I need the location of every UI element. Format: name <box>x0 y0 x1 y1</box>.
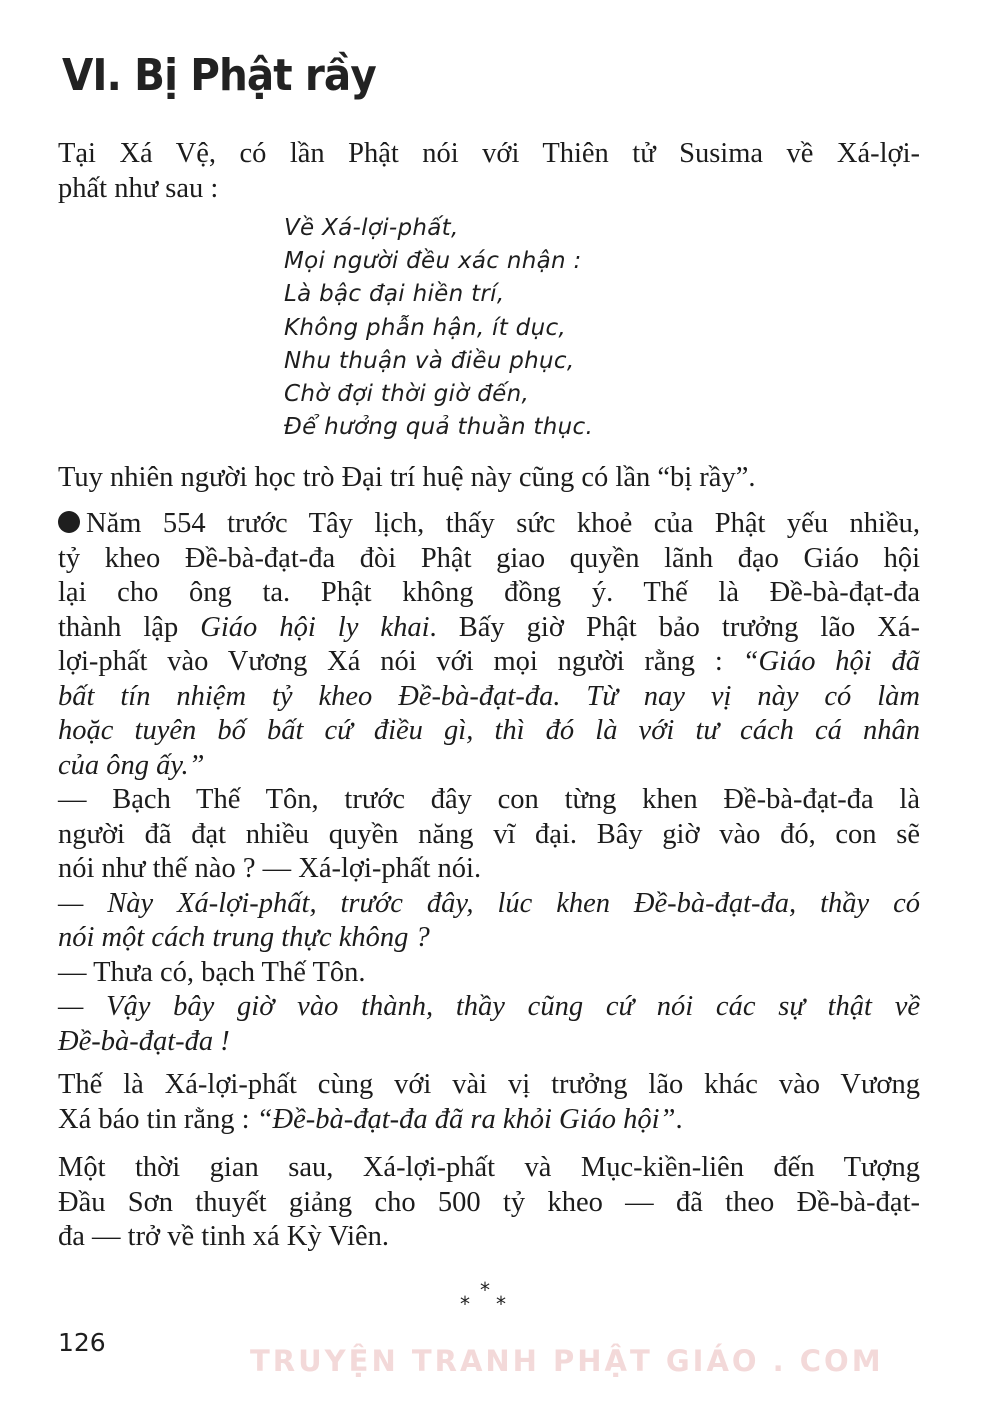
poem-line: Không phẫn hận, ít dục, <box>284 314 567 341</box>
section-separator <box>460 1278 520 1318</box>
italic-term: Giáo hội ly khai <box>200 611 430 643</box>
text-line: tỷ kheo Đề-bà-đạt-đa đòi Phật giao quyền lãnh đạo Giáo hội <box>58 542 920 574</box>
poem-line: Chờ đợi thời giờ đến, <box>284 381 530 408</box>
dialogue-line: nói một cách trung thực không ? <box>58 922 430 953</box>
text-line: Xá báo tin rằng : “Đề-bà-đạt-đa đã ra khỏi Giáo hội”. <box>58 1103 683 1135</box>
dialogue-line: — Bạch Thế Tôn, trước đây con từng khen Đề-bà-đạt-đa là <box>58 784 920 815</box>
poem-line: Về Xá-lợi-phất, <box>284 215 459 241</box>
ending-paragraph <box>58 1151 920 1255</box>
page-number: 126 <box>58 1328 106 1357</box>
dialogue-line: — Thưa có, bạch Thế Tôn. <box>58 956 366 988</box>
poem-line: Để hưởng quả thuần thục. <box>284 414 594 441</box>
text-line: Một thời gian sau, Xá-lợi-phất và Mục-kiền-liên đến Tượng <box>58 1152 920 1183</box>
section-title: VI. Bị Phật rầy <box>62 50 376 101</box>
text-line: Tuy nhiên người học trò Đại trí huệ này cũng có lần “bị rầy”. <box>58 462 756 493</box>
asterisk-icon: * <box>480 1278 490 1302</box>
text-line: Năm 554 trước Tây lịch, thấy sức khoẻ của Phật yếu nhiều, <box>58 507 920 542</box>
dialogue-line: người đã đạt nhiều quyền năng vĩ đại. Bây giờ vào đó, con sẽ <box>58 818 920 850</box>
text-line: đa — trở về tinh xá Kỳ Viên. <box>58 1221 390 1252</box>
bullet-icon <box>58 511 80 533</box>
text-line: Thế là Xá-lợi-phất cùng với vài vị trưởng lão khác vào Vương <box>58 1069 920 1100</box>
dialogue-line: Đề-bà-đạt-đa ! <box>58 1025 230 1057</box>
watermark: TRUYỆN TRANH PHẬT GIÁO . COM <box>250 1344 884 1378</box>
dialogue-line: — Này Xá-lợi-phất, trước đây, lúc khen Đề-bà-đạt-đa, thầy có <box>58 887 920 919</box>
poem-verse <box>284 212 593 444</box>
intro-paragraph <box>58 137 920 206</box>
outcome-paragraph <box>58 1068 920 1137</box>
transition-paragraph <box>58 461 920 496</box>
text-line: thành lập Giáo hội ly khai. Bấy giờ Phật bảo trưởng lão Xá- <box>58 611 921 643</box>
text-line: của ông ấy.” <box>58 749 205 781</box>
dialogue-line: nói như thế nào ? — Xá-lợi-phất nói. <box>58 853 482 884</box>
text-line: lợi-phất vào Vương Xá nói với mọi người rằng : “Giáo hội đã <box>58 646 920 677</box>
poem-line: Là bậc đại hiền trí, <box>284 281 505 308</box>
text-line: Đầu Sơn thuyết giảng cho 500 tỷ kheo — đã theo Đề-bà-đạt- <box>58 1186 920 1218</box>
text-line: lại cho ông ta. Phật không đồng ý. Thế là Đề-bà-đạt-đa <box>58 577 920 608</box>
poem-line: Mọi người đều xác nhận : <box>284 248 582 275</box>
text-line: hoặc tuyên bố bất cứ điều gì, thì đó là với tư cách cá nhân <box>58 715 920 746</box>
italic-quote: “Đề-bà-đạt-đa đã ra khỏi Giáo hội” <box>256 1103 676 1135</box>
text-line: bất tín nhiệm tỷ kheo Đề-bà-đạt-đa. Từ nay vị này có làm <box>58 680 920 712</box>
text-line: Tại Xá Vệ, có lần Phật nói với Thiên tử Susima về Xá-lợi- <box>58 138 920 169</box>
text-line: phất như sau : <box>58 172 219 204</box>
asterisk-icon: * <box>496 1292 506 1316</box>
dialogue-line: — Vậy bây giờ vào thành, thầy cũng cứ nói các sự thật về <box>58 991 920 1022</box>
story-paragraph <box>58 507 920 1059</box>
asterisk-icon: * <box>460 1292 470 1316</box>
poem-line: Nhu thuận và điều phục, <box>284 347 575 374</box>
italic-quote: “Giáo hội đã <box>742 646 920 677</box>
